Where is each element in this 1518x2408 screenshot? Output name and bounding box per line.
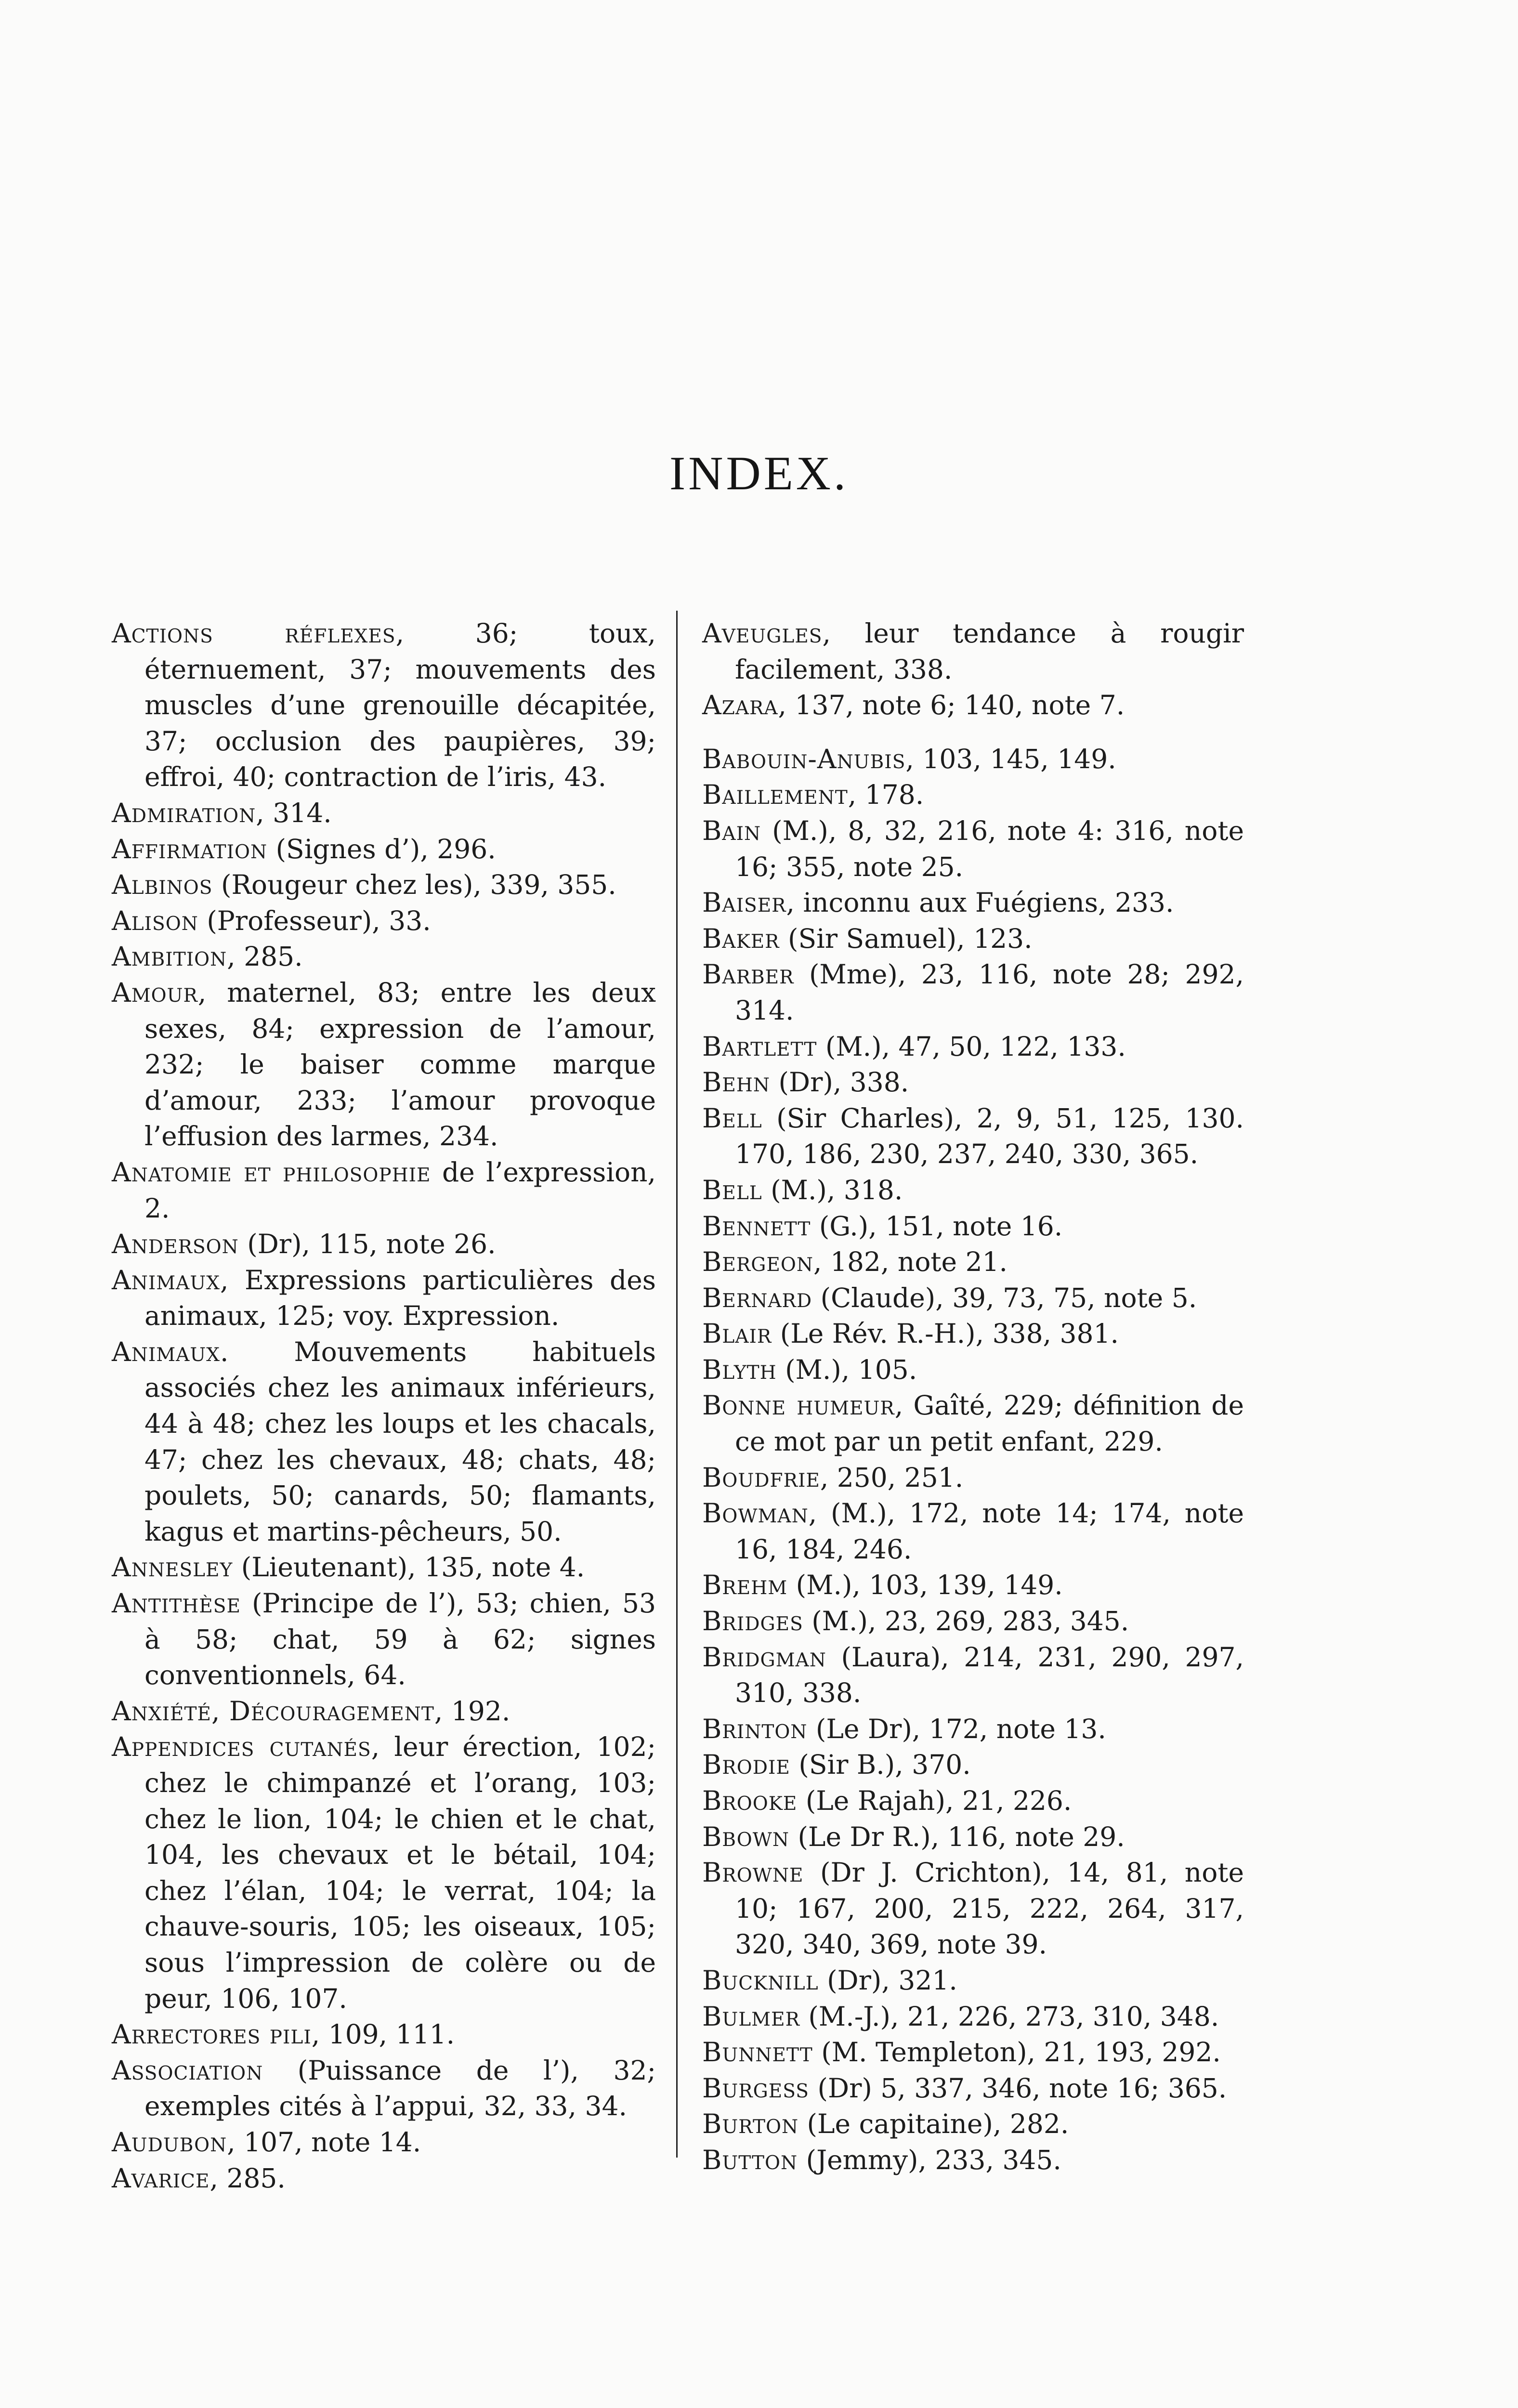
index-entry (702, 1639, 1244, 1711)
index-entry (702, 1711, 1244, 1747)
index-entry (112, 1154, 656, 1226)
index-references: , 103, 145, 149. (905, 743, 1116, 774)
index-column-right (702, 615, 1244, 2178)
index-headword: Barber (702, 959, 794, 990)
index-headword: Bunnett (702, 2037, 813, 2068)
index-headword: Annesley (112, 1552, 233, 1583)
index-references: (Dr J. Crichton), 14, 81, note 10; 167, 200, 215, 222, 264, 317, 320, 340, 369, note 39. (735, 1857, 1244, 1960)
index-entry (112, 1693, 656, 1729)
index-references: (Professeur), 33. (198, 905, 431, 936)
index-references: , 178. (848, 779, 924, 811)
index-headword: Baiser (702, 887, 786, 918)
index-entry (112, 615, 656, 795)
index-headword: Anderson (112, 1229, 239, 1260)
index-entry (112, 975, 656, 1154)
index-entry (702, 1100, 1244, 1172)
index-references: (Laura), 214, 231, 290, 297, 310, 338. (735, 1641, 1244, 1709)
index-entry (702, 1855, 1244, 1963)
index-references: (M.), 105. (776, 1354, 917, 1385)
index-entry (112, 1585, 656, 1693)
index-references: (Le Dr R.), 116, note 29. (789, 1821, 1125, 1852)
index-references: (Principe de l’), 53; chien, 53 à 58; chat, 59 à 62; signes conventionnels, 64. (144, 1588, 656, 1691)
index-entry (702, 1280, 1244, 1316)
index-entry (702, 687, 1244, 723)
index-headword: Bridges (702, 1606, 803, 1637)
index-headword: Bulmer (702, 2001, 800, 2032)
index-entry (702, 1963, 1244, 1999)
index-entry (112, 2016, 656, 2053)
index-headword: Animaux (112, 1336, 220, 1367)
index-entry (702, 2034, 1244, 2070)
index-entry (702, 1999, 1244, 2035)
index-entry (702, 1783, 1244, 1819)
index-column-left (112, 615, 656, 2196)
index-entry (702, 777, 1244, 813)
index-entry (702, 956, 1244, 1028)
index-entry (702, 2142, 1244, 2178)
index-entry (112, 867, 656, 903)
index-entry (702, 1567, 1244, 1603)
index-entry (702, 741, 1244, 777)
index-references: (Lieutenant), 135, note 4. (233, 1552, 585, 1583)
index-entry (702, 1387, 1244, 1459)
index-references: , 107, note 14. (227, 2126, 421, 2158)
index-references: (Le Rév. R.-H.), 338, 381. (772, 1318, 1119, 1349)
index-headword: Antithèse (112, 1588, 241, 1619)
index-entry (112, 1729, 656, 2016)
index-headword: Bartlett (702, 1031, 817, 1062)
index-headword: Boudfrie (702, 1462, 820, 1493)
index-headword: Baillement (702, 779, 848, 811)
index-entry (702, 1352, 1244, 1388)
index-headword: Burton (702, 2108, 799, 2140)
index-references: (M. Templeton), 21, 193, 292. (812, 2037, 1221, 2068)
index-references: , 285. (209, 2162, 286, 2194)
index-headword: Blair (702, 1318, 772, 1349)
index-entry (702, 2070, 1244, 2107)
index-references: , maternel, 83; entre les deux sexes, 84; expression de l’amour, 232; le baiser comme marque d’amour, 233; l’amour provoque l’effusion des larmes, 234. (144, 977, 656, 1152)
index-references: (Rougeur chez les), 339, 355. (212, 869, 616, 901)
index-references: , 137, note 6; 140, note 7. (778, 690, 1125, 721)
index-references: (M.), 23, 269, 283, 345. (803, 1606, 1129, 1637)
index-references: (Le capitaine), 282. (798, 2108, 1069, 2140)
index-headword: Brodie (702, 1749, 790, 1780)
index-entry (702, 1747, 1244, 1783)
index-headword: Bowman (702, 1498, 809, 1529)
index-headword: Alison (112, 905, 198, 936)
index-entry (702, 813, 1244, 885)
index-entry (112, 2160, 656, 2197)
index-references: (Sir Charles), 2, 9, 51, 125, 130. 170, 186, 230, 237, 240, 330, 365. (735, 1102, 1244, 1170)
index-references: de l’expression, 2. (144, 1156, 656, 1224)
index-headword: Ambition (112, 941, 227, 972)
index-headword: Bain (702, 815, 761, 846)
index-references: (M.-J.), 21, 226, 273, 310, 348. (799, 2001, 1219, 2032)
index-references: , 192. (434, 1695, 510, 1727)
index-headword: Avarice (112, 2162, 210, 2194)
index-references: (Dr), 338. (770, 1067, 909, 1098)
index-headword: Anatomie et philosophie (112, 1156, 431, 1188)
index-headword: Anxiété, Découragement (112, 1695, 434, 1727)
index-headword: Aveugles (702, 618, 823, 649)
index-headword: Actions réflexes (112, 618, 396, 649)
index-entry (702, 1603, 1244, 1639)
index-entry (112, 795, 656, 831)
index-references: , Gaîté, 229; définition de ce mot par un petit enfant, 229. (735, 1390, 1244, 1457)
index-references: (Dr), 115, note 26. (238, 1229, 496, 1260)
column-divider (676, 611, 678, 2158)
index-headword: Browne (702, 1857, 804, 1888)
index-headword: Bucknill (702, 1964, 819, 1996)
index-references: . Mouvements habituels associés chez les animaux inférieurs, 44 à 48; chez les loups et les chacals, 47; chez les chevaux, 48; chats, 48; poulets, 50; canards, 50; flamants, kagus et martins-pêcheurs, 50. (144, 1336, 656, 1547)
index-headword: Arrectores pili (112, 2019, 312, 2050)
index-entry (112, 1549, 656, 1585)
index-references: , 182, note 21. (813, 1246, 1008, 1278)
index-references: (Signes d’), 296. (267, 833, 496, 864)
index-entry (112, 2053, 656, 2124)
index-headword: Bergeon (702, 1246, 813, 1278)
index-entry (702, 1316, 1244, 1352)
index-headword: Bonne humeur (702, 1390, 895, 1421)
index-references: (Claude), 39, 73, 75, note 5. (812, 1282, 1197, 1313)
index-entry (702, 1208, 1244, 1244)
index-headword: Animaux (112, 1264, 220, 1296)
index-references: (Dr) 5, 337, 346, note 16; 365. (809, 2072, 1227, 2104)
index-references: (Puissance de l’), 32; exemples cités à l’appui, 32, 33, 34. (144, 2055, 656, 2122)
index-references: , leur érection, 102; chez le chimpanzé et l’orang, 103; chez le lion, 104; le chien et le chat, 104, les chevaux et le bétail, 104; chez l’élan, 104; le verrat, 104; la chauve-souris, 105; les oiseaux, 105; sous l’impression de colère ou de peur, 106, 107. (144, 1731, 656, 2014)
index-entry (702, 1460, 1244, 1496)
index-headword: Bernard (702, 1282, 812, 1313)
index-entry (702, 1244, 1244, 1280)
index-headword: Button (702, 2144, 798, 2175)
index-headword: Bennett (702, 1210, 811, 1242)
index-entry (702, 921, 1244, 957)
index-headword: Brehm (702, 1570, 788, 1601)
index-references: (M.), 103, 139, 149. (787, 1570, 1063, 1601)
index-headword: Azara (702, 690, 778, 721)
index-references: (Le Rajah), 21, 226. (797, 1785, 1072, 1816)
index-entry (702, 1029, 1244, 1065)
index-entry (702, 1172, 1244, 1208)
index-entry (702, 885, 1244, 921)
index-references: (Sir Samuel), 123. (779, 923, 1033, 954)
index-references: , inconnu aux Fuégiens, 233. (786, 887, 1174, 918)
index-references: (M.), 47, 50, 122, 133. (817, 1031, 1126, 1062)
index-references: (M.), 318. (762, 1174, 903, 1205)
index-references: , (M.), 172, note 14; 174, note 16, 184, 246. (735, 1498, 1244, 1565)
index-references: (Mme), 23, 116, note 28; 292, 314. (735, 959, 1244, 1026)
index-entry (112, 903, 656, 939)
index-headword: Baker (702, 923, 780, 954)
index-headword: Brooke (702, 1785, 798, 1816)
index-headword: Brinton (702, 1713, 808, 1744)
index-headword: Bell (702, 1102, 762, 1134)
index-headword: Blyth (702, 1354, 777, 1385)
index-references: , 109, 111. (311, 2019, 455, 2050)
index-headword: Albinos (112, 869, 213, 901)
page-title: INDEX. (669, 446, 849, 500)
index-headword: Association (112, 2055, 263, 2086)
index-entry (112, 2124, 656, 2160)
index-entry (112, 831, 656, 867)
index-references: , leur tendance à rougir facilement, 338. (735, 618, 1244, 685)
index-references: (Jemmy), 233, 345. (798, 2144, 1061, 2175)
index-references: , 36; toux, éternuement, 37; mouvements des muscles d’une grenouille décapitée, 37; occlusion des paupières, 39; effroi, 40; contraction de l’iris, 43. (144, 618, 656, 793)
index-entry (112, 1334, 656, 1550)
index-references: , 314. (256, 797, 332, 828)
index-headword: Appendices cutanés (112, 1731, 371, 1763)
index-entry (702, 2106, 1244, 2142)
index-headword: Audubon (112, 2126, 227, 2158)
index-entry (112, 939, 656, 975)
index-entry (702, 615, 1244, 687)
index-headword: Babouin-Anubis (702, 743, 906, 774)
index-entry (702, 1495, 1244, 1567)
index-headword: Burgess (702, 2072, 810, 2104)
index-references: , 250, 251. (820, 1462, 964, 1493)
index-entry (702, 1064, 1244, 1100)
index-headword: Bell (702, 1174, 762, 1205)
index-entry (702, 1819, 1244, 1855)
index-references: (M.), 8, 32, 216, note 4: 316, note 16; 355, note 25. (735, 815, 1244, 882)
index-headword: Bbown (702, 1821, 789, 1852)
index-headword: Affirmation (112, 833, 268, 864)
index-references: , 285. (227, 941, 303, 972)
index-references: (Le Dr), 172, note 13. (807, 1713, 1106, 1744)
index-headword: Bridgman (702, 1641, 826, 1673)
index-references: (G.), 151, note 16. (811, 1210, 1063, 1242)
index-entry (112, 1226, 656, 1262)
index-references: , Expressions particulières des animaux, 125; voy. Expression. (144, 1264, 656, 1332)
index-headword: Amour (112, 977, 198, 1008)
index-headword: Admiration (112, 797, 256, 828)
index-references: (Dr), 321. (818, 1964, 957, 1996)
index-headword: Behn (702, 1067, 771, 1098)
index-entry (112, 1262, 656, 1334)
index-references: (Sir B.), 370. (790, 1749, 971, 1780)
